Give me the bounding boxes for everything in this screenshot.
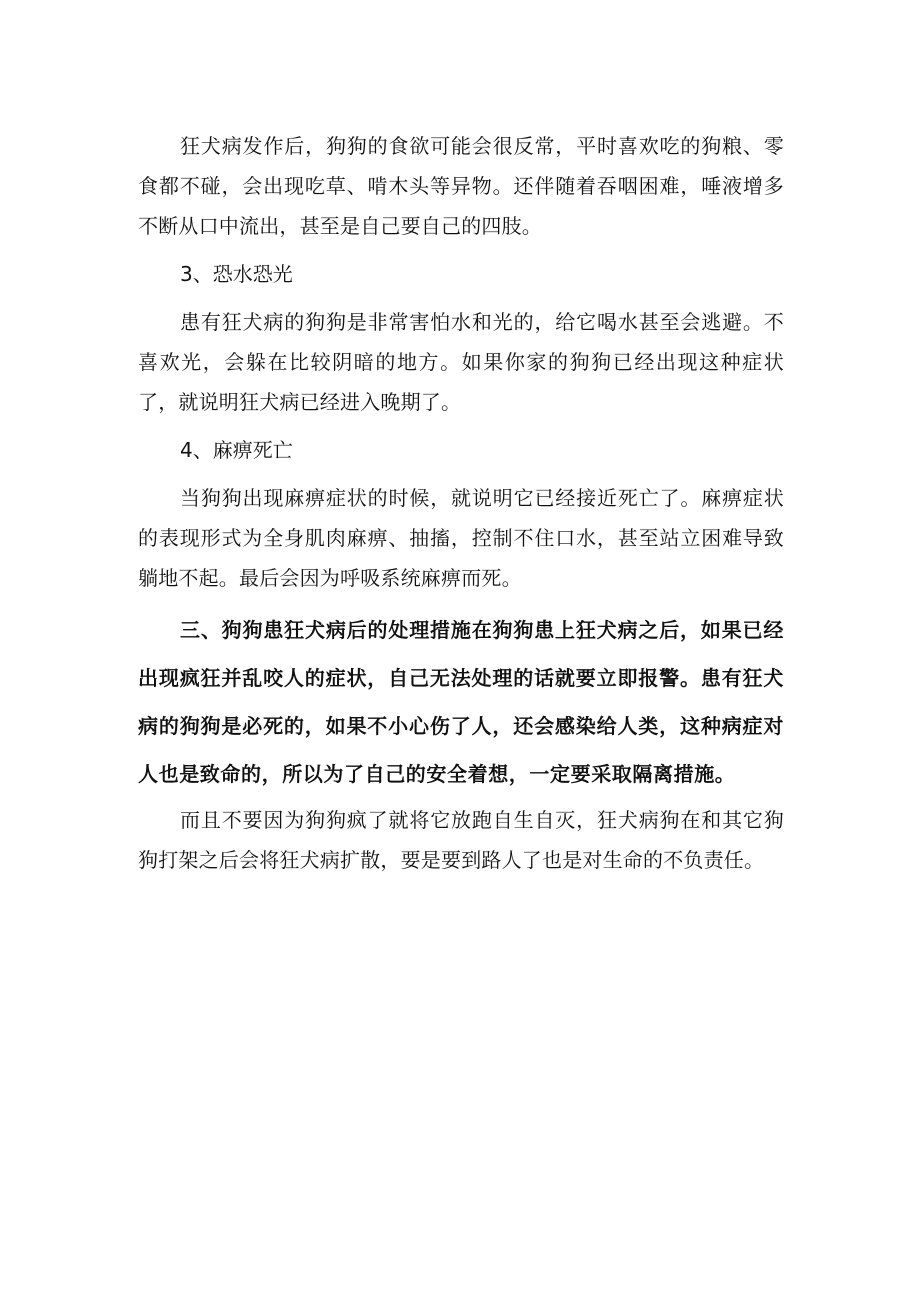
paragraph-fear-water-light: 患有狂犬病的狗狗是非常害怕水和光的，给它喝水甚至会逃避。不喜欢光，会躲在比较阴暗的地方。如果你家的狗狗已经出现这种症状了，就说明狂犬病已经进入晚期了。 (138, 310, 784, 414)
paragraph-appetite-symptoms: 狂犬病发作后，狗狗的食欲可能会很反常，平时喜欢吃的狗粮、零食都不碰，会出现吃草、啃木头等异物。还伴随着吞咽困难，唾液增多不断从口中流出，甚至是自己要自己的四肢。 (138, 134, 784, 238)
paragraph-responsibility: 而且不要因为狗狗疯了就将它放跑自生自灭，狂犬病狗在和其它狗狗打架之后会将狂犬病扩散，要是要到路人了也是对生命的不负责任。 (138, 808, 784, 872)
paragraph-paralysis-symptoms: 当狗狗出现麻痹症状的时候，就说明它已经接近死亡了。麻痹症状的表现形式为全身肌肉麻痹、抽搐，控制不住口水，甚至站立困难导致躺地不起。最后会因为呼吸系统麻痹而死。 (138, 486, 784, 590)
paragraph-treatment-measures: 三、狗狗患狂犬病后的处理措施在狗狗患上狂犬病之后，如果已经出现疯狂并乱咬人的症状，自己无法处理的话就要立即报警。患有狂犬病的狗狗是必死的，如果不小心伤了人，还会感染给人类，这种病症对人也是致命的，所以为了自己的安全着想，一定要采取隔离措施。 (138, 618, 784, 786)
heading-paralysis-death: 4、麻痹死亡 (180, 438, 293, 462)
heading-hydrophobia-photophobia: 3、恐水恐光 (180, 262, 293, 286)
document-body (138, 126, 784, 880)
